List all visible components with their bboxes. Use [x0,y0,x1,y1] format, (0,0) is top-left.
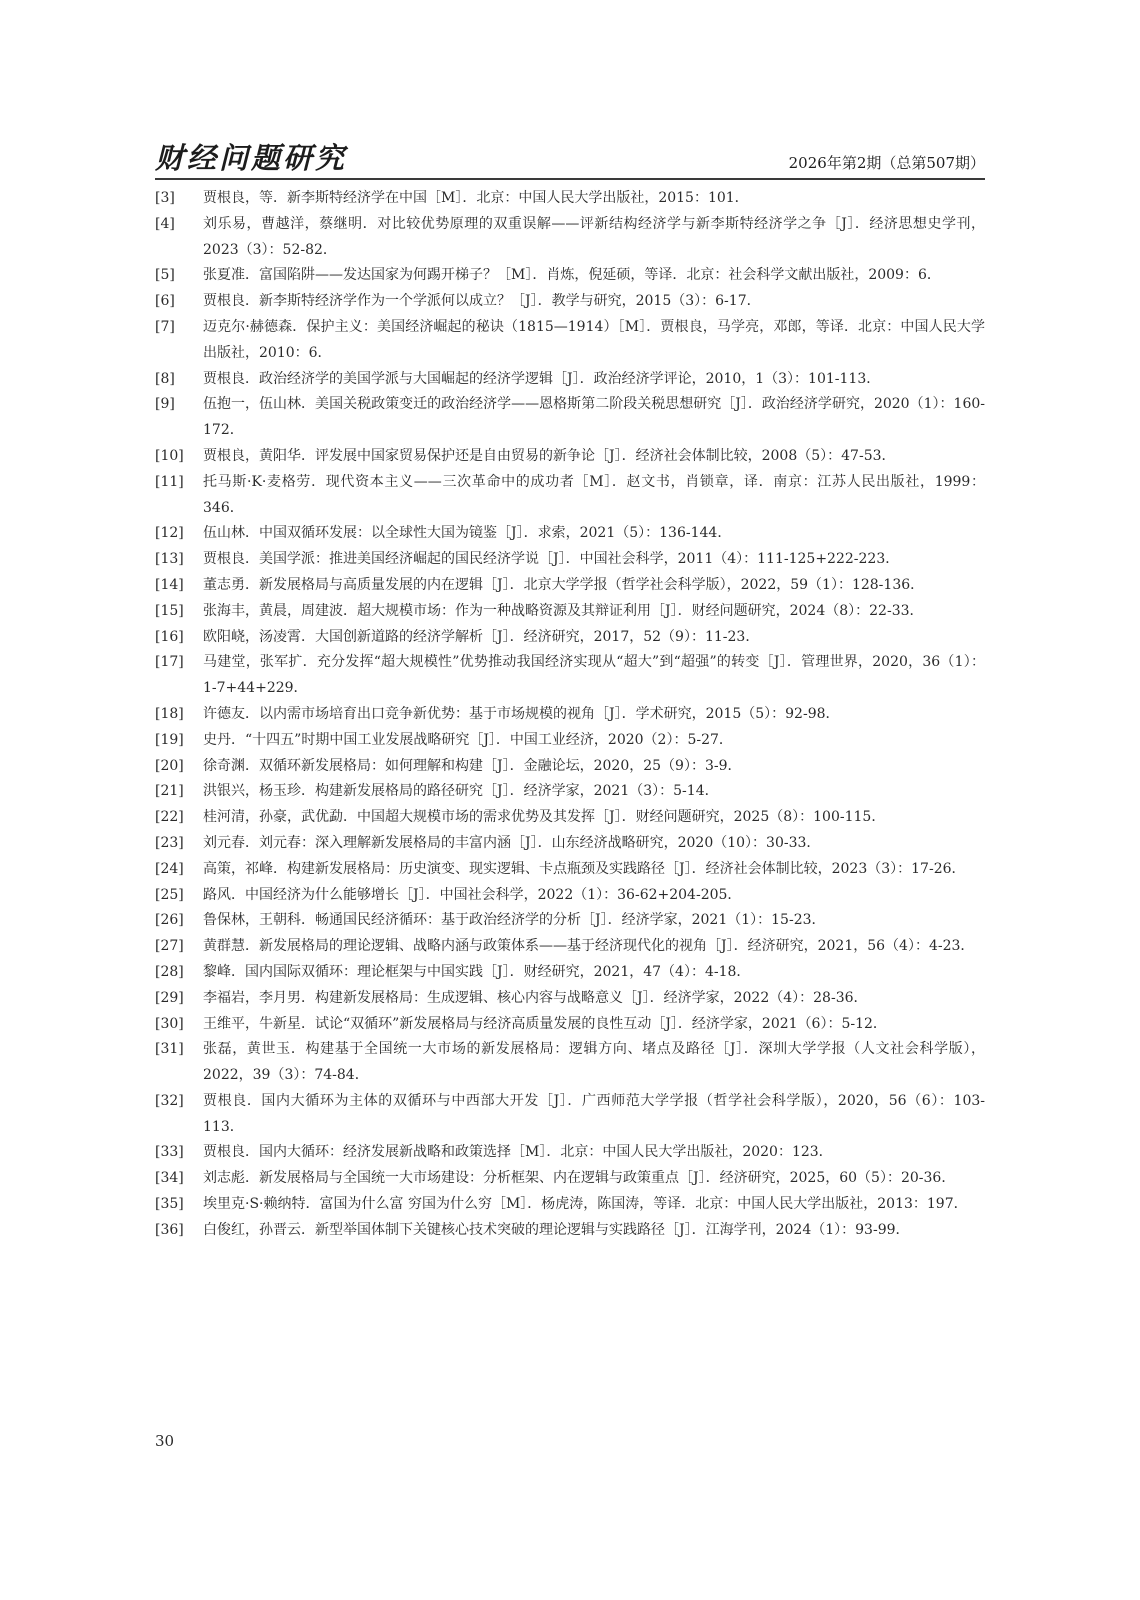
reference-text: 伍山林．中国双循环发展：以全球性大国为镜鉴［J］．求索，2021（5）：136-144． [203,525,732,542]
reference-text: 张磊，黄世玉．构建基于全国统一大市场的新发展格局：逻辑方向、堵点及路径［J］．深圳大学学报（人文社会科学版），2022，39（3）：74-84． [203,1041,985,1084]
reference-number: [31] [155,1041,184,1058]
page-header [155,140,985,180]
reference-text: 许德友．以内需市场培育出口竞争新优势：基于市场规模的视角［J］．学术研究，2015（5）：92-98． [203,705,840,722]
reference-item [155,367,985,393]
reference-item [155,573,985,599]
reference-item [155,1037,985,1089]
reference-item [155,702,985,728]
reference-number: [32] [155,1092,184,1109]
reference-text: 鲁保林，王朝科．畅通国民经济循环：基于政治经济学的分析［J］．经济学家，2021（1）：15-23． [203,912,826,929]
issue-info: 2026年第2期（总第507期） [788,154,985,172]
reference-number: [3] [155,190,175,206]
reference-number: [33] [155,1144,184,1161]
reference-item [155,521,985,547]
journal-title: 财经问题研究 [155,141,348,175]
reference-item [155,1012,985,1038]
reference-item [155,263,985,289]
reference-item [155,883,985,909]
reference-item [155,1218,985,1244]
reference-text: 路风．中国经济为什么能够增长［J］．中国社会科学，2022（1）：36-62+204-205． [203,886,742,903]
reference-item [155,315,985,367]
reference-item [155,779,985,805]
reference-number: [5] [155,267,175,284]
reference-number: [8] [155,370,175,387]
reference-item [155,831,985,857]
reference-number: [35] [155,1196,184,1213]
reference-item [155,1192,985,1218]
reference-text: 埃里克·S·赖纳特．富国为什么富 穷国为什么穷［M］．杨虎涛，陈国涛，等译．北京：中国人民大学出版社，2013：197． [203,1196,968,1213]
reference-text: 史丹．“十四五”时期中国工业发展战略研究［J］．中国工业经济，2020（2）：5-27． [203,731,733,748]
reference-item [155,1140,985,1166]
reference-number: [4] [155,215,175,232]
reference-number: [30] [155,1015,184,1032]
reference-text: 洪银兴，杨玉珍．构建新发展格局的路径研究［J］．经济学家，2021（3）：5-14． [203,783,719,800]
reference-number: [19] [155,731,184,748]
reference-item [155,599,985,625]
reference-item [155,754,985,780]
reference-number: [10] [155,447,184,464]
reference-item [155,728,985,754]
reference-item [155,1166,985,1192]
reference-text: 桂河清，孙豪，武优勐．中国超大规模市场的需求优势及其发挥［J］．财经问题研究，2025（8）：100-115． [203,809,886,826]
reference-text: 贾根良．国内大循环为主体的双循环与中西部大开发［J］．广西师范大学学报（哲学社会科学版），2020，56（6）：103-113． [203,1092,985,1135]
reference-number: [17] [155,654,184,671]
reference-item [155,289,985,315]
reference-number: [14] [155,576,184,593]
reference-item [155,186,985,212]
reference-number: [20] [155,757,184,774]
reference-text: 伍抱一，伍山林．美国关税政策变迁的政治经济学——恩格斯第二阶段关税思想研究［J］．政治经济学研究，2020（1）：160-172． [203,396,985,439]
reference-list [155,186,985,1244]
reference-item [155,960,985,986]
reference-text: 李福岩，李月男．构建新发展格局：生成逻辑、核心内容与战略意义［J］．经济学家，2022（4）：28-36． [203,989,868,1006]
reference-number: [25] [155,886,184,903]
reference-number: [36] [155,1221,184,1238]
reference-item [155,986,985,1012]
reference-item [155,805,985,831]
reference-text: 刘乐易，曹越洋，蔡继明．对比较优势原理的双重误解——评新结构经济学与新李斯特经济学之争［J］．经济思想史学刊，2023（3）：52-82． [203,215,985,258]
reference-number: [7] [155,318,175,335]
reference-item [155,212,985,264]
reference-number: [29] [155,989,184,1006]
reference-item [155,650,985,702]
reference-text: 黄群慧．新发展格局的理论逻辑、战略内涵与政策体系——基于经济现代化的视角［J］．经济研究，2021，56（4）：4-23． [203,938,975,955]
reference-number: [34] [155,1170,184,1187]
reference-text: 黎峰．国内国际双循环：理论框架与中国实践［J］．财经研究，2021，47（4）：4-18． [203,963,751,980]
reference-text: 贾根良．新李斯特经济学作为一个学派何以成立？［J］．教学与研究，2015（3）：6-17． [203,293,761,310]
reference-text: 白俊红，孙晋云．新型举国体制下关键核心技术突破的理论逻辑与实践路径［J］．江海学刊，2024（1）：93-99． [203,1221,910,1238]
reference-number: [26] [155,912,184,929]
reference-number: [22] [155,809,184,826]
reference-item [155,857,985,883]
reference-item [155,470,985,522]
reference-text: 贾根良．美国学派：推进美国经济崛起的国民经济学说［J］．中国社会科学，2011（4）：111-125+222-223． [203,551,900,568]
reference-text: 张海丰，黄晨，周建波．超大规模市场：作为一种战略资源及其辩证利用［J］．财经问题研究，2024（8）：22-33． [203,602,924,619]
reference-item [155,392,985,444]
reference-item [155,908,985,934]
reference-number: [21] [155,783,184,800]
reference-item [155,1089,985,1141]
reference-number: [12] [155,525,184,542]
reference-text: 贾根良．政治经济学的美国学派与大国崛起的经济学逻辑［J］．政治经济学评论，2010，1（3）：101-113． [203,370,881,387]
reference-number: [18] [155,705,184,722]
reference-item [155,444,985,470]
reference-number: [9] [155,396,175,413]
reference-text: 刘元春．刘元春：深入理解新发展格局的丰富内涵［J］．山东经济战略研究，2020（10）：30-33． [203,834,821,851]
reference-text: 董志勇．新发展格局与高质量发展的内在逻辑［J］．北京大学学报（哲学社会科学版），2022，59（1）：128-136． [203,576,925,593]
reference-number: [28] [155,963,184,980]
reference-item [155,547,985,573]
reference-text: 贾根良，黄阳华．评发展中国家贸易保护还是自由贸易的新争论［J］．经济社会体制比较，2008（5）：47-53． [203,447,896,464]
reference-number: [24] [155,860,184,877]
reference-number: [27] [155,938,184,955]
reference-text: 托马斯·K·麦格劳．现代资本主义——三次革命中的成功者［M］．赵文书，肖锁章，译．南京：江苏人民出版社，1999：346． [203,473,985,516]
reference-number: [23] [155,834,184,851]
reference-text: 刘志彪．新发展格局与全国统一大市场建设：分析框架、内在逻辑与政策重点［J］．经济研究，2025，60（5）：20-36． [203,1170,956,1187]
reference-text: 贾根良．国内大循环：经济发展新战略和政策选择［M］．北京：中国人民大学出版社，2020：123． [203,1144,833,1161]
reference-item [155,625,985,651]
reference-number: [16] [155,628,184,645]
page-number: 30 [155,1432,175,1450]
reference-number: [11] [155,473,184,490]
reference-text: 马建堂，张军扩．充分发挥“超大规模性”优势推动我国经济实现从“超大”到“超强”的转变［J］．管理世界，2020，36（1）：1-7+44+229． [203,654,985,697]
reference-text: 迈克尔·赫德森．保护主义：美国经济崛起的秘诀（1815—1914）［M］．贾根良，马学亮，邓郎，等译．北京：中国人民大学出版社，2010：6． [203,318,985,361]
reference-text: 贾根良，等．新李斯特经济学在中国［M］．北京：中国人民大学出版社，2015：101． [203,190,749,206]
reference-text: 徐奇渊．双循环新发展格局：如何理解和构建［J］．金融论坛，2020，25（9）：3-9． [203,757,742,774]
reference-item [155,934,985,960]
reference-number: [13] [155,551,184,568]
reference-text: 欧阳峣，汤凌霄．大国创新道路的经济学解析［J］．经济研究，2017，52（9）：11-23． [203,628,760,645]
reference-text: 张夏准．富国陷阱——发达国家为何踢开梯子？［M］．肖炼，倪延硕，等译．北京：社会科学文献出版社，2009：6． [203,267,941,284]
reference-number: [6] [155,293,175,310]
header-rule [155,178,985,180]
reference-number: [15] [155,602,184,619]
reference-text: 高策，祁峰．构建新发展格局：历史演变、现实逻辑、卡点瓶颈及实践路径［J］．经济社会体制比较，2023（3）：17-26． [203,860,966,877]
reference-text: 王维平，牛新星．试论“双循环”新发展格局与经济高质量发展的良性互动［J］．经济学家，2021（6）：5-12． [203,1015,887,1032]
